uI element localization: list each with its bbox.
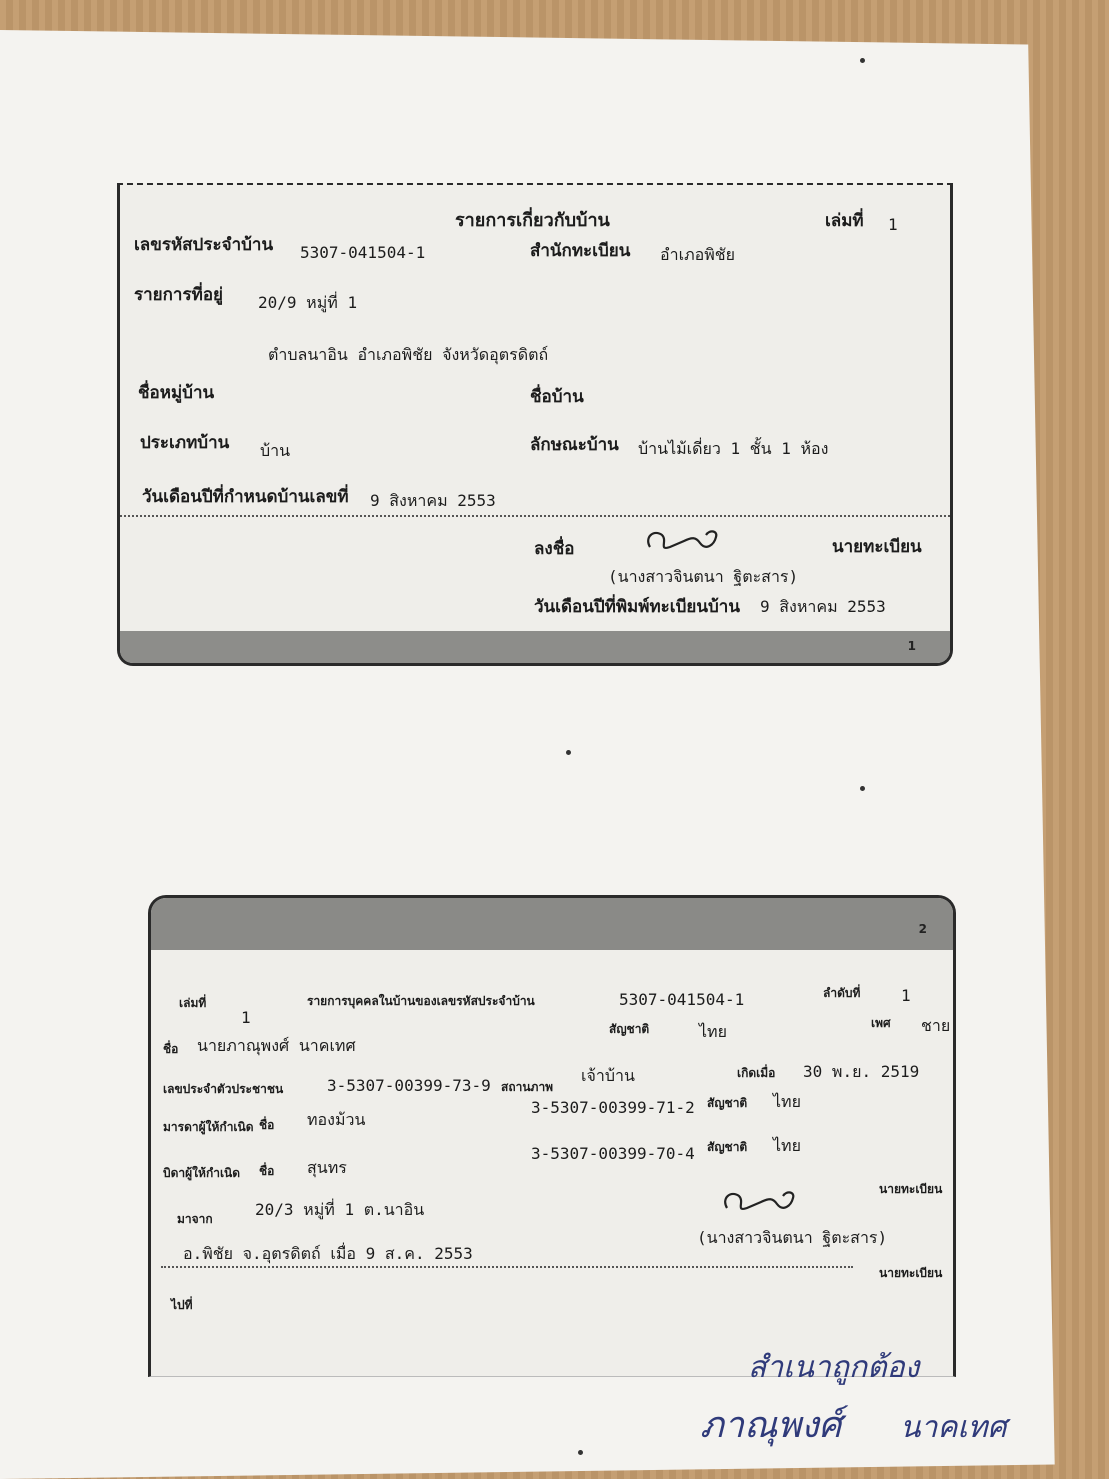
registrar-label-bottom: นายทะเบียน xyxy=(879,1266,943,1280)
card2-book-value: 1 xyxy=(241,1008,251,1027)
father-label: บิดาผู้ให้กำเนิด xyxy=(163,1166,241,1180)
person-list-label: รายการบุคคลในบ้านของเลขรหัสประจำบ้าน xyxy=(307,994,535,1008)
house-code-value: 5307-041504-1 xyxy=(300,243,426,262)
house-type-value: บ้าน xyxy=(260,441,291,460)
registrar-label-top: นายทะเบียน xyxy=(879,1182,943,1196)
card2-house-code: 5307-041504-1 xyxy=(619,990,745,1009)
village-label: ชื่อหมู่บ้าน xyxy=(138,383,215,403)
order-label: ลำดับที่ xyxy=(823,986,861,1000)
card2-page-number: 2 xyxy=(918,922,927,936)
signature-mark-2 xyxy=(717,1186,807,1218)
mother-id: 3-5307-00399-71-2 xyxy=(531,1098,695,1117)
card1-page-number: 1 xyxy=(907,639,916,653)
sex-value: ชาย xyxy=(921,1016,951,1035)
house-type-label: ประเภทบ้าน xyxy=(140,433,230,453)
status-value: เจ้าบ้าน xyxy=(581,1066,635,1085)
house-style-label: ลักษณะบ้าน xyxy=(530,435,619,455)
from-line1: 20/3 หมู่ที่ 1 ต.นาอิน xyxy=(255,1200,425,1219)
card2-book-label: เล่มที่ xyxy=(179,996,207,1010)
mother-name-label: ชื่อ xyxy=(259,1118,275,1132)
address-label: รายการที่อยู่ xyxy=(134,285,223,305)
handwritten-certified-copy: สำเนาถูกต้อง xyxy=(748,1350,920,1385)
house-details-card xyxy=(117,183,953,666)
name-value: นายภาณุพงศ์ นาคเทศ xyxy=(197,1036,356,1055)
mother-nat-value: ไทย xyxy=(773,1092,801,1111)
card1-footer-bar xyxy=(120,631,950,663)
card2-header-bar xyxy=(151,898,953,950)
house-code-label: เลขรหัสประจำบ้าน xyxy=(134,235,274,255)
paper-speck xyxy=(566,750,571,755)
mother-name-value: ทองม้วน xyxy=(307,1110,366,1129)
address-line2: ตำบลนาอิน อำเภอพิชัย จังหวัดอุตรดิตถ์ xyxy=(268,345,549,364)
id-label: เลขประจำตัวประชาชน xyxy=(163,1082,284,1096)
person-details-card xyxy=(148,895,956,1377)
office-value: อำเภอพิชัย xyxy=(660,245,735,264)
sign-label: ลงชื่อ xyxy=(534,539,575,559)
assigned-date-value: 9 สิงหาคม 2553 xyxy=(370,491,496,510)
assigned-date-label: วันเดือนปีที่กำหนดบ้านเลขที่ xyxy=(142,487,349,507)
father-name-value: สุนทร xyxy=(307,1158,347,1177)
id-value: 3-5307-00399-73-9 xyxy=(327,1076,491,1095)
office-label: สำนักทะเบียน xyxy=(530,241,631,261)
father-nat-label: สัญชาติ xyxy=(707,1140,748,1154)
born-value: 30 พ.ย. 2519 xyxy=(803,1062,920,1081)
address-line1: 20/9 หมู่ที่ 1 xyxy=(258,293,358,312)
name-label: ชื่อ xyxy=(163,1042,179,1056)
mother-label: มารดาผู้ให้กำเนิด xyxy=(163,1120,254,1134)
card1-title: รายการเกี่ยวกับบ้าน xyxy=(455,210,610,231)
moved-to-label: ไปที่ xyxy=(171,1298,193,1312)
paper-speck xyxy=(578,1450,583,1455)
house-style-value: บ้านไม้เดี่ยว 1 ชั้น 1 ห้อง xyxy=(638,439,829,458)
handwritten-last-name: นาคเทศ xyxy=(900,1410,1007,1445)
print-date-value: 9 สิงหาคม 2553 xyxy=(760,597,886,616)
father-nat-value: ไทย xyxy=(773,1136,801,1155)
signature-mark-1 xyxy=(640,525,730,557)
order-value: 1 xyxy=(901,986,911,1005)
from-label: มาจาก xyxy=(177,1212,213,1226)
status-label: สถานภาพ xyxy=(501,1080,554,1094)
card1-book-label: เล่มที่ xyxy=(825,211,864,231)
registrar-name: (นางสาวจินตนา ฐิตะสาร) xyxy=(608,567,799,586)
sex-label: เพศ xyxy=(871,1016,891,1030)
handwritten-first-name: ภาณุพงศ์ xyxy=(700,1405,842,1446)
house-name-label: ชื่อบ้าน xyxy=(530,387,584,407)
from-line2: อ.พิชัย จ.อุตรดิตถ์ เมื่อ 9 ส.ค. 2553 xyxy=(183,1244,473,1263)
nationality-label: สัญชาติ xyxy=(609,1022,650,1036)
print-date-label: วันเดือนปีที่พิมพ์ทะเบียนบ้าน xyxy=(534,597,740,617)
paper-speck xyxy=(860,786,865,791)
card2-registrar-name: (นางสาวจินตนา ฐิตะสาร) xyxy=(697,1228,888,1247)
father-id: 3-5307-00399-70-4 xyxy=(531,1144,695,1163)
nationality-value: ไทย xyxy=(699,1022,727,1041)
paper-speck xyxy=(860,58,865,63)
born-label: เกิดเมื่อ xyxy=(737,1066,776,1080)
card1-divider xyxy=(120,515,950,517)
card1-book-value: 1 xyxy=(888,215,898,234)
father-name-label: ชื่อ xyxy=(259,1164,275,1178)
mother-nat-label: สัญชาติ xyxy=(707,1096,748,1110)
registrar-label: นายทะเบียน xyxy=(832,537,922,557)
card2-divider xyxy=(161,1266,853,1268)
